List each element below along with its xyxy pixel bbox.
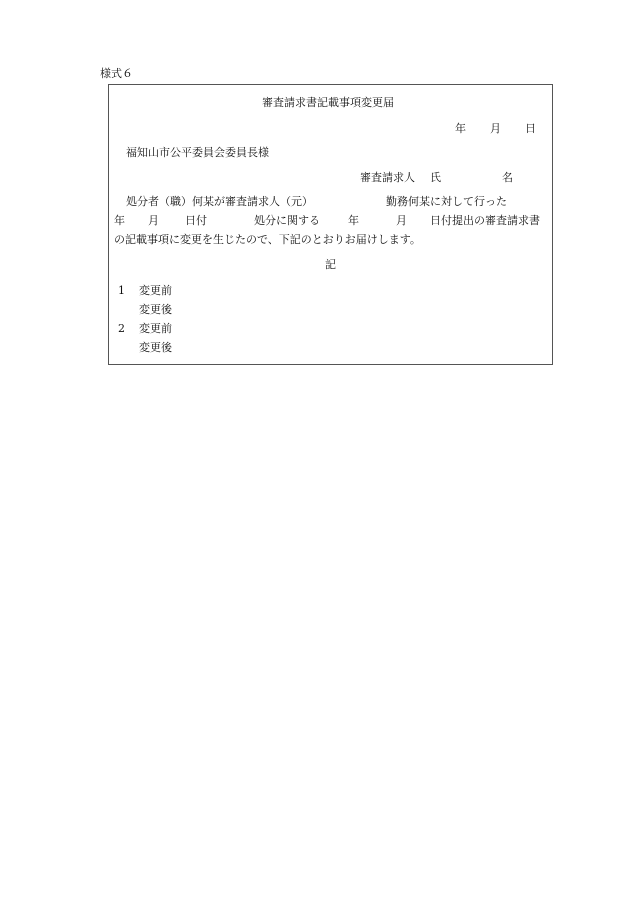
body-line-2-day: 日付 bbox=[185, 214, 207, 227]
requester-name-shi: 氏 bbox=[430, 171, 441, 184]
body-line-2-year: 年 bbox=[114, 214, 125, 227]
requester-label: 審査請求人 bbox=[360, 171, 415, 184]
body-line-2-month: 月 bbox=[148, 214, 159, 227]
date-month-label: 月 bbox=[490, 122, 501, 135]
body-line-2-month-2: 月 bbox=[396, 214, 407, 227]
body-line-3: の記載事項に変更を生じたので、下記のとおりお届けします。 bbox=[114, 233, 421, 246]
body-line-2-tail: 日付提出の審査請求書 bbox=[430, 214, 540, 227]
body-line-2-year-2: 年 bbox=[348, 214, 359, 227]
item-2-before: 変更前 bbox=[139, 322, 172, 335]
addressee: 福知山市公平委員会委員長様 bbox=[126, 146, 269, 159]
body-line-2-disposal: 処分に関する bbox=[254, 214, 320, 227]
body-line-1-start: 処分者（職）何某が審査請求人（元） bbox=[126, 195, 313, 208]
item-2-after: 変更後 bbox=[139, 341, 172, 354]
requester-name-mei: 名 bbox=[502, 171, 513, 184]
ki-heading: 記 bbox=[325, 258, 336, 271]
form-number-label: 様式６ bbox=[100, 67, 133, 80]
date-day-label: 日 bbox=[525, 122, 536, 135]
item-1-before: 変更前 bbox=[139, 284, 172, 297]
date-year-label: 年 bbox=[455, 122, 466, 135]
body-line-1-end: 勤務何某に対して行った bbox=[386, 195, 507, 208]
item-1-after: 変更後 bbox=[139, 303, 172, 316]
item-1-number: 1 bbox=[118, 284, 125, 297]
form-title: 審査請求書記載事項変更届 bbox=[262, 96, 394, 109]
item-2-number: 2 bbox=[118, 322, 125, 335]
